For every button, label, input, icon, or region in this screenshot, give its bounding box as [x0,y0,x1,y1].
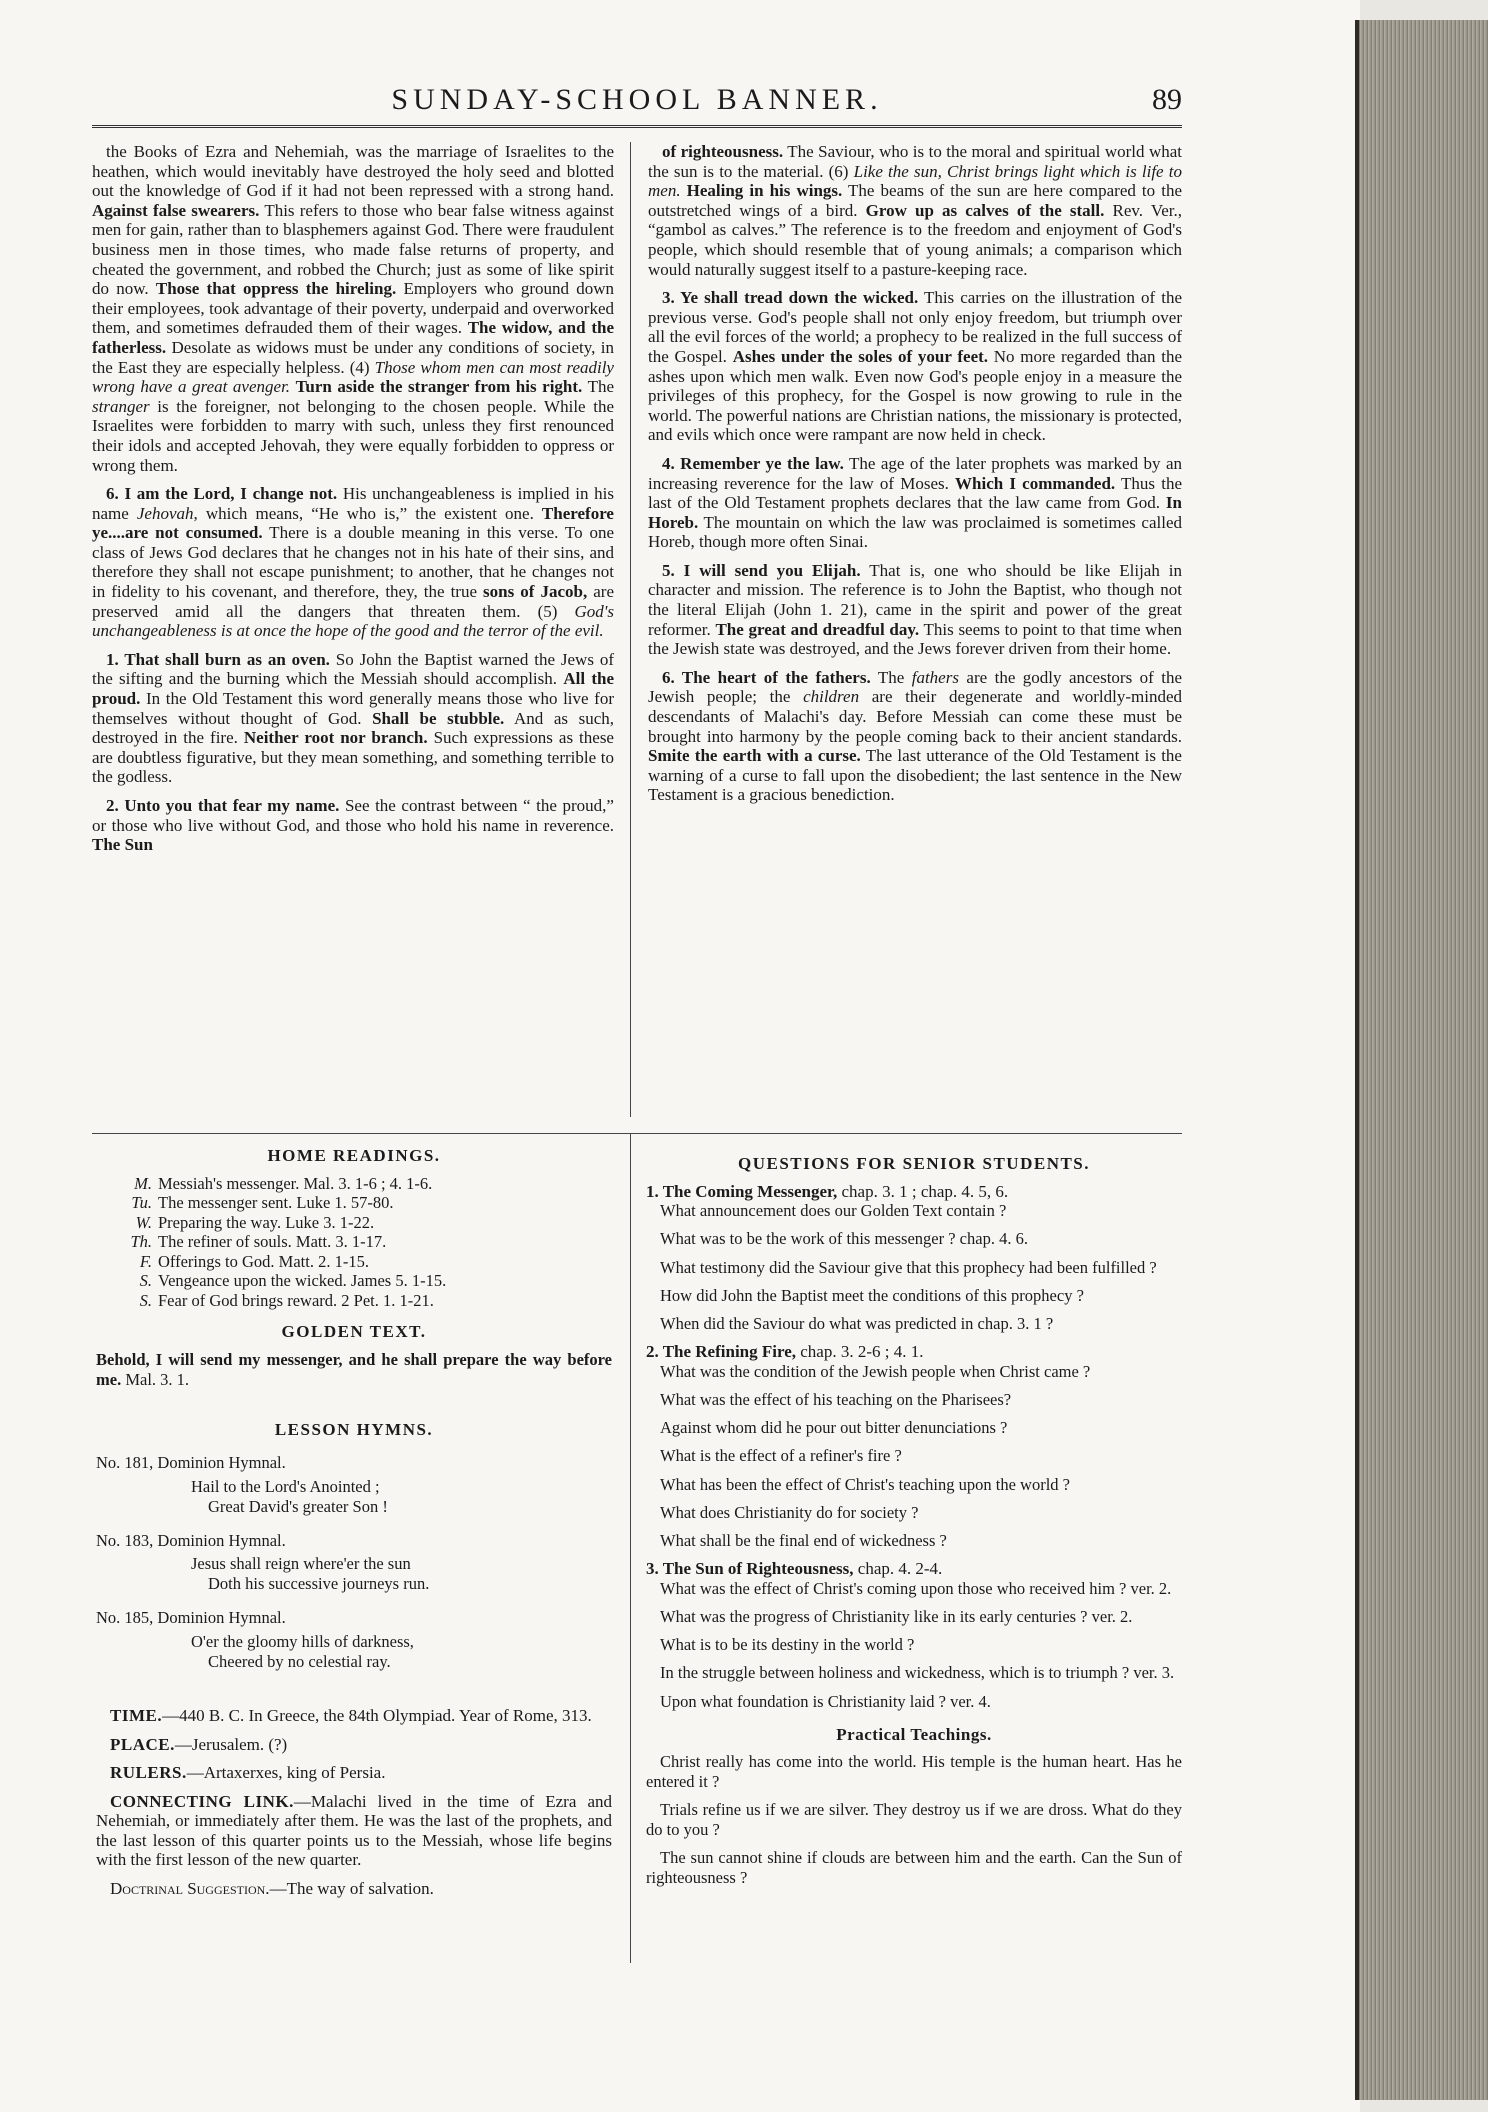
reading-row [96,1291,612,1311]
note-emphasis: Jehovah [136,503,194,523]
note-keyword: 5. I will send you Elijah. [662,560,861,580]
note-keyword: Healing in his wings. [686,181,843,201]
reading-text: Preparing the way. Luke 3. 1-22. [158,1212,375,1232]
note-paragraph [648,454,1182,552]
reading-text: Messiah's messenger. Mal. 3. 1-6 ; 4. 1-6. [158,1173,433,1193]
hymn-number: No. 181, Dominion Hymnal. [96,1453,286,1473]
note-keyword: The great and dreadful day. [715,619,920,639]
reading-text: Fear of God brings reward. 2 Pet. 1. 1-21. [158,1290,434,1310]
note-text: Desolate as widows must be under any conditions of society, in the East they are especially helpless. (4) [92,337,614,377]
question-section-ref: chap. 3. 1 ; chap. 4. 5, 6. [837,1181,1009,1201]
note-keyword: In Horeb. [648,493,1182,532]
note-text: Employers who ground down their employees, took advantage of their poverty, underpaid and overworked them, and sometimes defrauded them of their wages. [92,279,614,338]
reading-day: M. [134,1173,152,1193]
question-item: What was the condition of the Jewish people when Christ came ? [660,1361,1091,1381]
reading-text: The refiner of souls. Matt. 3. 1-17. [158,1232,387,1252]
reading-day: W. [135,1212,152,1232]
note-keyword: Neither root nor branch. [243,728,428,748]
note-keyword: 4. Remember ye the law. [662,453,844,473]
question-section-heading [646,1342,1182,1362]
page-header [92,78,1182,128]
notes-left-column [92,142,614,1117]
practical-title: Practical Teachings. [836,1724,992,1744]
note-text: In the Old Testament this word generally means those who live for themselves without thought of God. [92,689,614,728]
note-paragraph [648,561,1182,659]
golden-text-title: GOLDEN TEXT. [281,1322,427,1342]
note-emphasis: stranger [92,396,150,416]
note-text: The last utterance of the Old Testament is the warning of a curse to fall upon the disobedient; the last sentence in the New Testament is a gracious benediction. [648,746,1182,805]
note-text: Rev. Ver., “gambol as calves.” The reference is to the freedom and enjoyment of God's people, which should resemble that of young animals; a comparison which would naturally suggest itself to a pasture-keeping race. [648,200,1182,279]
question-item: What is to be its destiny in the world ? [660,1635,915,1655]
hymn-number: No. 185, Dominion Hymnal. [96,1608,286,1628]
questions-list [646,1182,1182,1711]
column-divider-top [630,142,631,1117]
reading-day: Tu. [131,1193,152,1213]
column-divider-bottom [630,1133,631,1963]
lesson-hymns-list [96,1453,612,1672]
note-keyword: Against false swearers. [92,200,260,220]
hymn-line: Hail to the Lord's Anointed ; [191,1476,380,1496]
note-text: This refers to those who bear false witness against men for gain, rather than to blasphemers against God. There were fraudulent business men in those times, who made false returns of property, and cheated the government, and robbed the Church; just as some of like spirit do now. [92,200,614,299]
note-keyword: Turn aside the stranger from his right. [295,377,583,397]
reading-day: S. [139,1271,152,1291]
reading-text: The messenger sent. Luke 1. 57-80. [158,1193,394,1213]
note-text: So John the Baptist warned the Jews of the sifting and the burning which the Messiah should accomplish. [92,649,614,689]
note-paragraph [92,142,614,475]
note-paragraph [92,796,614,855]
question-item: Against whom did he pour out bitter denunciations ? [660,1418,1008,1438]
question-item: What was to be the work of this messenger ? chap. 4. 6. [660,1229,1028,1249]
note-paragraph [648,142,1182,279]
note-text: This carries on the illustration of the previous verse. God's people shall not only enjoy freedom, but triumph over all the evil forces of the world; a prophecy to be realized in the full success of the Gospel. [648,288,1182,366]
questions-column [646,1150,1182,1896]
question-item: When did the Saviour do what was predicted in chap. 3. 1 ? [660,1314,1054,1333]
note-paragraph [92,484,614,641]
note-emphasis: Like the sun, Christ brings light which is life to men. [648,161,1182,201]
note-text: And as such, destroyed in the fire. [92,708,614,748]
question-item: What was the effect of Christ's coming upon those who received him ? ver. 2. [660,1578,1172,1598]
note-keyword: 2. Unto you that fear my name. [106,796,340,815]
question-item: What shall be the final end of wickedness ? [660,1531,947,1551]
question-section-ref: chap. 4. 2-4. [853,1559,943,1579]
note-keyword: All the proud. [92,669,614,709]
book-edge [1355,20,1488,2100]
note-keyword: Which I commanded. [955,473,1116,493]
note-keyword: Smite the earth with a curse. [648,746,861,766]
section-divider [92,1133,1182,1134]
practical-teaching: The sun cannot shine if clouds are between him and the earth. Can the Sun of righteousness ? [646,1848,1182,1887]
note-keyword: Ashes under the soles of your feet. [732,346,989,366]
note-keyword: of righteousness. [662,142,784,161]
note-text: are the godly ancestors of the Jewish people; the [648,667,1183,707]
question-item: What was the progress of Christianity like in its early centuries ? ver. 2. [660,1607,1133,1627]
note-text: Such expressions as these are doubtless figurative, but they mean something, and something terrible to the godless. [92,728,614,787]
hymn-line: O'er the gloomy hills of darkness, [191,1632,414,1652]
note-text: The [870,667,912,687]
note-text: The Saviour, who is to the moral and spiritual world what the sun is to the material. (6) [648,142,1182,181]
running-title: SUNDAY-SCHOOL BANNER. [391,83,883,116]
note-text: are their degenerate and worldly-minded descendants of Malachi's day. Before Messiah can come these must be brought into harmony by the people coming back to their ancient standards. [648,687,1182,746]
reading-day: F. [139,1251,152,1271]
note-keyword: Grow up as calves of the stall. [865,200,1105,220]
note-emphasis: Those whom men can most readily wrong have a great avenger. [92,357,614,397]
home-readings-title: HOME READINGS. [267,1146,441,1165]
golden-text [96,1350,612,1390]
reading-text: Vengeance upon the wicked. James 5. 1-15. [158,1271,447,1291]
note-keyword: 6. The heart of the fathers. [662,667,871,687]
reading-row [96,1213,612,1233]
time-info: TIME.—440 B. C. In Greece, the 84th Olympiad. Year of Rome, 313. [110,1706,592,1726]
hymn-number: No. 183, Dominion Hymnal. [96,1530,286,1550]
note-text: The [582,377,615,397]
note-keyword: Shall be stubble. [372,708,505,728]
question-item: What testimony did the Saviour give that this prophecy had been fulfilled ? [660,1257,1157,1277]
question-item: What is the effect of a refiner's fire ? [660,1446,902,1466]
question-item: How did John the Baptist meet the conditions of this prophecy ? [660,1285,1084,1305]
note-text: There is a double meaning in this verse. To one class of Jews God declares that he changes not in his hate of their sins, and therefore they shall not escape punishment; to another, that he changes not in fidelity to his covenant, and therefore, they, the true [92,523,615,602]
note-keyword: Those that oppress the hireling. [155,279,397,299]
connecting-link-info: CONNECTING LINK.—Malachi lived in the time of Ezra and Nehemiah, or immediately after them. He was the last of the prophets, and the last lesson of this quarter points us to the Messiah, whose life begins with the first lesson of the new quarter. [96,1791,612,1870]
note-keyword: The Sun [92,835,153,855]
note-text: is the foreigner, not belonging to the chosen people. While the Israelites were forbidden to marry with such, unless they first renounced their idols and accepted Jehovah, they were equally forbidden to oppress or wrong them. [92,396,614,475]
reading-day: S. [139,1290,152,1310]
question-item: What was the effect of his teaching on the Pharisees? [660,1390,1012,1409]
practical-teaching: Christ really has come into the world. His temple is the human heart. Has he entered it ? [646,1752,1182,1791]
note-paragraph [648,288,1182,445]
question-item: In the struggle between holiness and wickedness, which is to triumph ? ver. 3. [660,1663,1175,1683]
question-section-ref: chap. 3. 2-6 ; 4. 1. [796,1342,924,1362]
place-info: PLACE.—Jerusalem. (?) [110,1734,288,1754]
page-number: 89 [1152,83,1182,116]
question-item: What does Christianity do for society ? [660,1502,919,1522]
reading-row [96,1193,612,1213]
note-keyword: sons of Jacob, [483,582,588,602]
hymn-line: Jesus shall reign where'er the sun [191,1554,411,1574]
reading-day: Th. [130,1232,152,1252]
notes-right-column [648,142,1182,1117]
note-keyword: 1. That shall burn as an oven. [106,649,330,669]
lesson-aids-column [96,1142,612,1907]
question-item: What announcement does our Golden Text contain ? [660,1201,1007,1221]
note-paragraph [648,668,1182,805]
note-text: The mountain on which the law was proclaimed is sometimes called Horeb, though more often Sinai. [648,512,1182,552]
reading-row [96,1252,612,1272]
header-rule [92,125,1182,128]
reading-row [96,1232,612,1252]
doctrinal-suggestion: Doctrinal Suggestion.—The way of salvation. [110,1878,434,1898]
questions-title: QUESTIONS FOR SENIOR STUDENTS. [737,1154,1091,1173]
reading-text: Offerings to God. Matt. 2. 1-15. [158,1251,369,1271]
question-item: Upon what foundation is Christianity laid ? ver. 4. [660,1691,991,1711]
home-readings-list [96,1174,612,1311]
note-keyword: 3. Ye shall tread down the wicked. [662,288,919,308]
lesson-hymns-title: LESSON HYMNS. [274,1419,434,1439]
note-emphasis: God's unchangeableness is at once the hope of the good and the terror of the evil. [92,601,614,641]
golden-text-ref: Mal. 3. 1. [125,1369,190,1389]
note-text: This seems to point to that time when the Jewish state was destroyed, and the Jews forever driven from their home. [648,619,1182,659]
note-keyword: 6. I am the Lord, I change not. [106,484,338,504]
golden-text-body: Behold, I will send my messenger, and he shall prepare the way before me. [96,1349,612,1389]
note-text: See the contrast between “ the proud,” or those who live without God, and those who hold his name in reverence. [92,796,614,835]
reading-row [96,1174,612,1194]
question-section-heading [646,1559,1182,1579]
note-text: the Books of Ezra and Nehemiah, was the marriage of Israelites to the heathen, which would inevitably have destroyed the holy seed and blotted out the knowledge of God if it had not been repressed with a strong hand. [92,142,614,201]
question-item: What has been the effect of Christ's teaching upon the world ? [660,1474,1070,1494]
question-section-title: 1. The Coming Messenger, [646,1181,838,1201]
note-text: , which means, “He who is,” the existent one. [193,503,542,523]
note-keyword: Therefore ye....are not consumed. [92,503,614,543]
rulers-info: RULERS.—Artaxerxes, king of Persia. [110,1763,386,1783]
hymn-line: Great David's greater Son ! [208,1496,388,1516]
lesson-info [96,1706,612,1898]
question-section-title: 3. The Sun of Righteousness, [646,1559,854,1579]
question-section-heading [646,1182,1182,1202]
note-text: His unchangeableness is implied in his name [92,484,614,523]
reading-row [96,1271,612,1291]
practical-list [646,1752,1182,1887]
hymn-line: Cheered by no celestial ray. [208,1652,391,1672]
note-text: Thus the last of the Old Testament prophets declares that the law came from God. [648,473,1182,513]
note-emphasis: children [803,687,860,707]
note-text: The beams of the sun are here compared to the outstretched wings of a bird. [648,181,1182,220]
practical-teaching: Trials refine us if we are silver. They destroy us if we are dross. What do they do to you ? [646,1800,1182,1839]
note-text: That is, one who should be like Elijah in character and mission. The reference is to John the Baptist, who though not the literal Elijah (John 1. 21), came in the spirit and power of the great reformer. [648,560,1182,639]
note-text: are preserved amid all the dangers that threaten them. (5) [92,582,614,621]
note-text: The age of the later prophets was marked by an increasing reverence for the law of Moses. [648,453,1182,493]
hymn-line: Doth his successive journeys run. [208,1574,430,1594]
note-text: No more regarded than the ashes upon which men walk. Even now God's people enjoy in a measure the privileges of this prophecy, for the Gospel is now growing to rule in the world. The powerful nations are Christian nations, the missionary is protected, and evils which once were rampant are now held in check. [648,346,1182,445]
note-keyword: The widow, and the fatherless. [92,318,615,357]
question-section-title: 2. The Refining Fire, [646,1342,797,1362]
note-paragraph [92,650,614,787]
note-emphasis: fathers [911,667,959,687]
